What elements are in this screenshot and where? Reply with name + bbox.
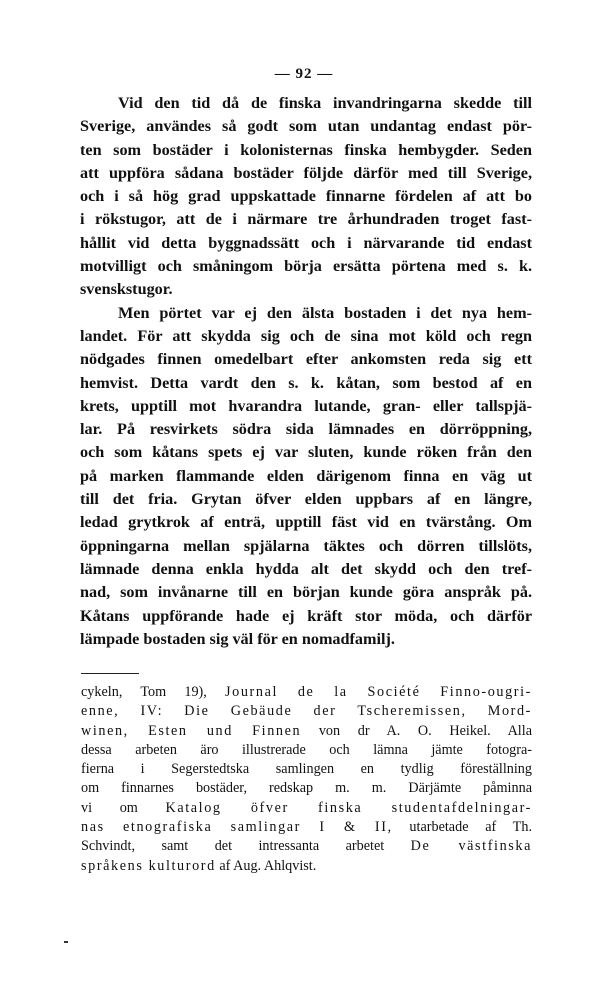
footnote-divider [81,673,139,674]
footnote-line [81,722,532,741]
text-line: Kåtans uppförande hade ej kräft stor möda, och därför [80,606,532,625]
text-line: lämpade bostaden sig väl för en nomadfamilj. [80,629,395,648]
footnote-title: enne, IV: Die Gebäude der Tscheremissen, Mord- [81,703,532,720]
text-line: svenskstugor. [80,280,173,299]
footnote-title: Katalog öfver finska studentafdelningar- [165,799,532,816]
text-line: lar. På resvirkets södra sida lämnades en dörröppning, [80,420,532,439]
text-line: öppningarna mellan spjälarna täktes och dörren tillslöts, [80,536,532,555]
footnote-title: Journal de la Société Finno-ougri- [225,684,532,700]
footnote-text: utarbetade af Th. [392,819,532,836]
text-line: och i så hög grad uppskattade finnarne fördelen af att bo [80,187,532,206]
text-line: på marken flammande elden därigenom finna en väg ut [80,466,532,485]
text-line: lämnade denna enkla hydda alt det skydd och den tref- [80,559,532,578]
footnote-line [81,799,532,818]
text-line: Men pörtet var ej den älsta bostaden i det nya hem- [118,303,532,322]
footnote-title: språkens kulturord [81,857,216,874]
text-line: Vid den tid då de finska invandringarna skedde till [118,94,532,112]
text-line: hemvist. Detta vardt den s. k. kåtan, som bestod af en [80,373,532,392]
text-line: och som kåtans spets ej var sluten, kunde röken från den [80,443,532,462]
text-line: nad, som invånarne till en början kunde göra anspråk på. [80,583,532,602]
text-line: Sverige, användes så godt som utan undantag endast pör- [80,117,532,136]
footnote-text: Schvindt, samt det intressanta arbetet [81,838,411,855]
footnote-title: De västfinska [410,838,532,855]
footnote-line: dessa arbeten äro illustrerade och lämna jämte fotogra- [81,741,532,758]
text-line: att uppföra sådana bostäder följde därför med till Sverige, [80,163,532,182]
page-number: — 92 — [274,66,334,82]
text-line: landet. För att skydda sig och de sina mot köld och regn [80,326,532,345]
footnote [81,683,532,876]
text-line: nödgades finnen omedelbart efter ankomsten reda sig ett [80,350,532,369]
text-line: ledad grytkrok af enträ, upptill fäst vid en tvärstång. Om [80,513,532,532]
footnote-line [81,837,532,856]
footnote-line: om finnarnes bostäder, redskap m. m. Därjämte påminna [81,780,532,797]
footnote-line: fierna i Segerstedtska samlingen en tydlig föreställning [81,761,532,778]
footnote-line [81,683,532,702]
footnote-title: nas etnografiska samlingar I & II, [81,819,393,836]
text-line: krets, upptill mot hvarandra lutande, gran- eller tallspjä- [80,396,532,415]
main-text [80,92,532,651]
footnote-text: af Aug. Ahlqvist. [215,857,317,874]
text-line: motvilligt och småningom börja ersätta pörtena med s. k. [80,257,532,276]
text-line: hållit vid detta byggnadssätt och i närvarande tid endast [80,233,532,252]
stray-mark [64,941,68,943]
text-line: i rökstugor, att de i närmare tre århundraden troget fast- [80,210,532,229]
text-line: ten som bostäder i kolonisternas finska hembygder. Seden [80,140,532,159]
footnote-line [81,818,532,837]
footnote-text: vi om [81,799,166,816]
footnote-text: cykeln, Tom 19), [81,684,226,700]
text-line: till det fria. Grytan öfver elden uppbars af en längre, [80,490,532,509]
footnote-line [81,857,532,876]
footnote-title: winen, Esten und Finnen [81,722,302,739]
footnote-text: von dr A. O. Heikel. Alla [301,722,532,739]
